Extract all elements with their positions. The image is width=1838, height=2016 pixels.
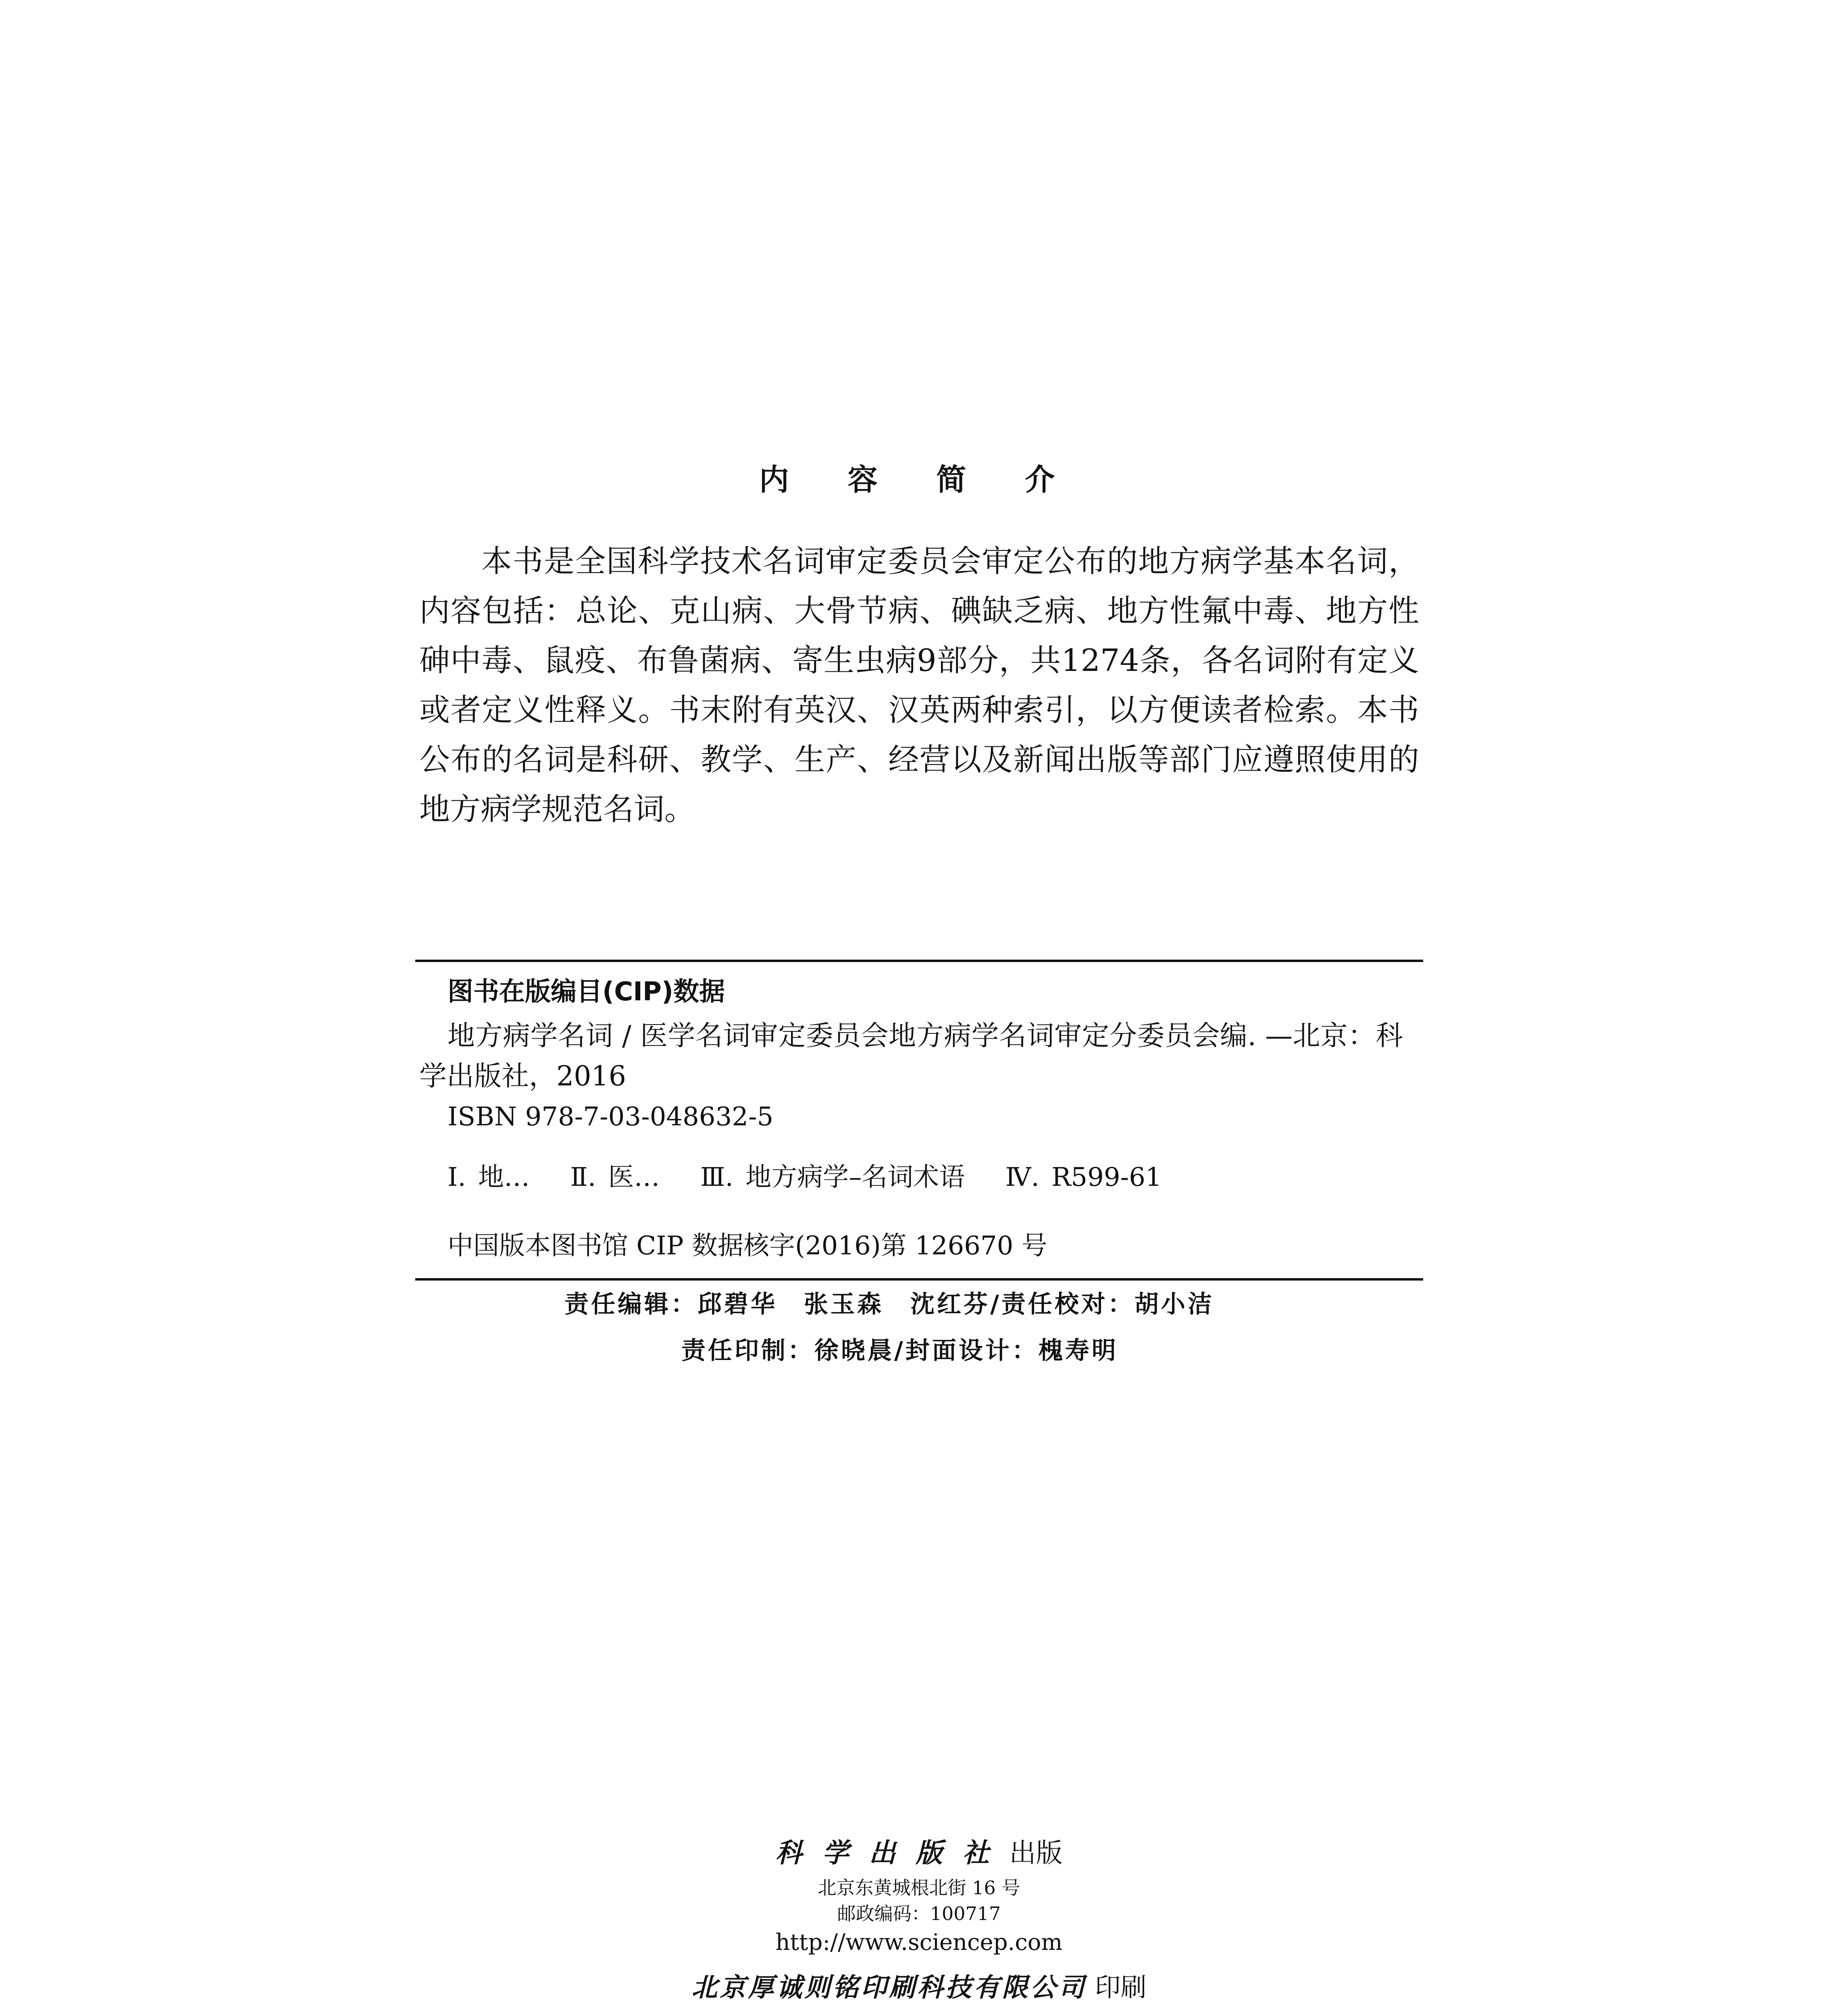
cip-isbn: ISBN 978-7-03-048632-5 xyxy=(448,1102,774,1132)
publisher-brand: 科学出版社 xyxy=(775,1837,1010,1868)
publisher-url: http://www.sciencep.com xyxy=(775,1929,1063,1956)
cip-top-rule xyxy=(415,960,1423,962)
cip-entry: 地方病学名词 / 医学名词审定委员会地方病学名词审定分委员会编. —北京：科学出版社，2016 xyxy=(419,1020,1403,1092)
summary-body xyxy=(419,536,1419,834)
cip-class-1: Ⅰ. 地… xyxy=(448,1162,530,1192)
printer-brand: 北京厚诚则铭印刷科技有限公司 xyxy=(691,1972,1087,2003)
cip-bottom-rule xyxy=(415,1278,1423,1281)
publisher-line xyxy=(0,1833,1838,1873)
printer-line xyxy=(0,1968,1838,2008)
distribution-line xyxy=(0,2014,1838,2016)
cip-heading: 图书在版编目(CIP)数据 xyxy=(448,977,725,1007)
cip-classification xyxy=(448,1157,1162,1198)
publisher-address: 北京东黄城根北街 16 号 xyxy=(818,1877,1020,1899)
printer-suffix: 印刷 xyxy=(1087,1973,1147,2003)
cip-class-3: Ⅲ. 地方病学–名词术语 xyxy=(700,1162,965,1192)
credits-editors: 责任编辑：邱碧华 张玉森 沈红芬/责任校对：胡小洁 xyxy=(564,1290,1214,1318)
cip-number: 中国版本图书馆 CIP 数据核字(2016)第 126670 号 xyxy=(448,1231,1047,1261)
cip-class-2: Ⅱ. 医… xyxy=(570,1162,660,1192)
publisher-postcode: 邮政编码：100717 xyxy=(837,1903,1001,1924)
publisher-suffix: 出版 xyxy=(1009,1837,1063,1868)
summary-title: 内 容 简 介 xyxy=(759,462,1079,497)
cip-class-4: Ⅳ. R599-61 xyxy=(1005,1162,1162,1192)
summary-text: 本书是全国科学技术名词审定委员会审定公布的地方病学基本名词，内容包括：总论、克山病、大骨节病、碘缺乏病、地方性氟中毒、地方性砷中毒、鼠疫、布鲁菌病、寄生虫病9部分，共1274条，各名词附有定义或者定义性释义。书末附有英汉、汉英两种索引，以方便读者检索。本书公布的名词是科研、教学、生产、经营以及新闻出版等部门应遵照使用的地方病学规范名词。 xyxy=(419,543,1419,827)
credits-production: 责任印制：徐晓晨/封面设计：槐寿明 xyxy=(681,1337,1118,1365)
